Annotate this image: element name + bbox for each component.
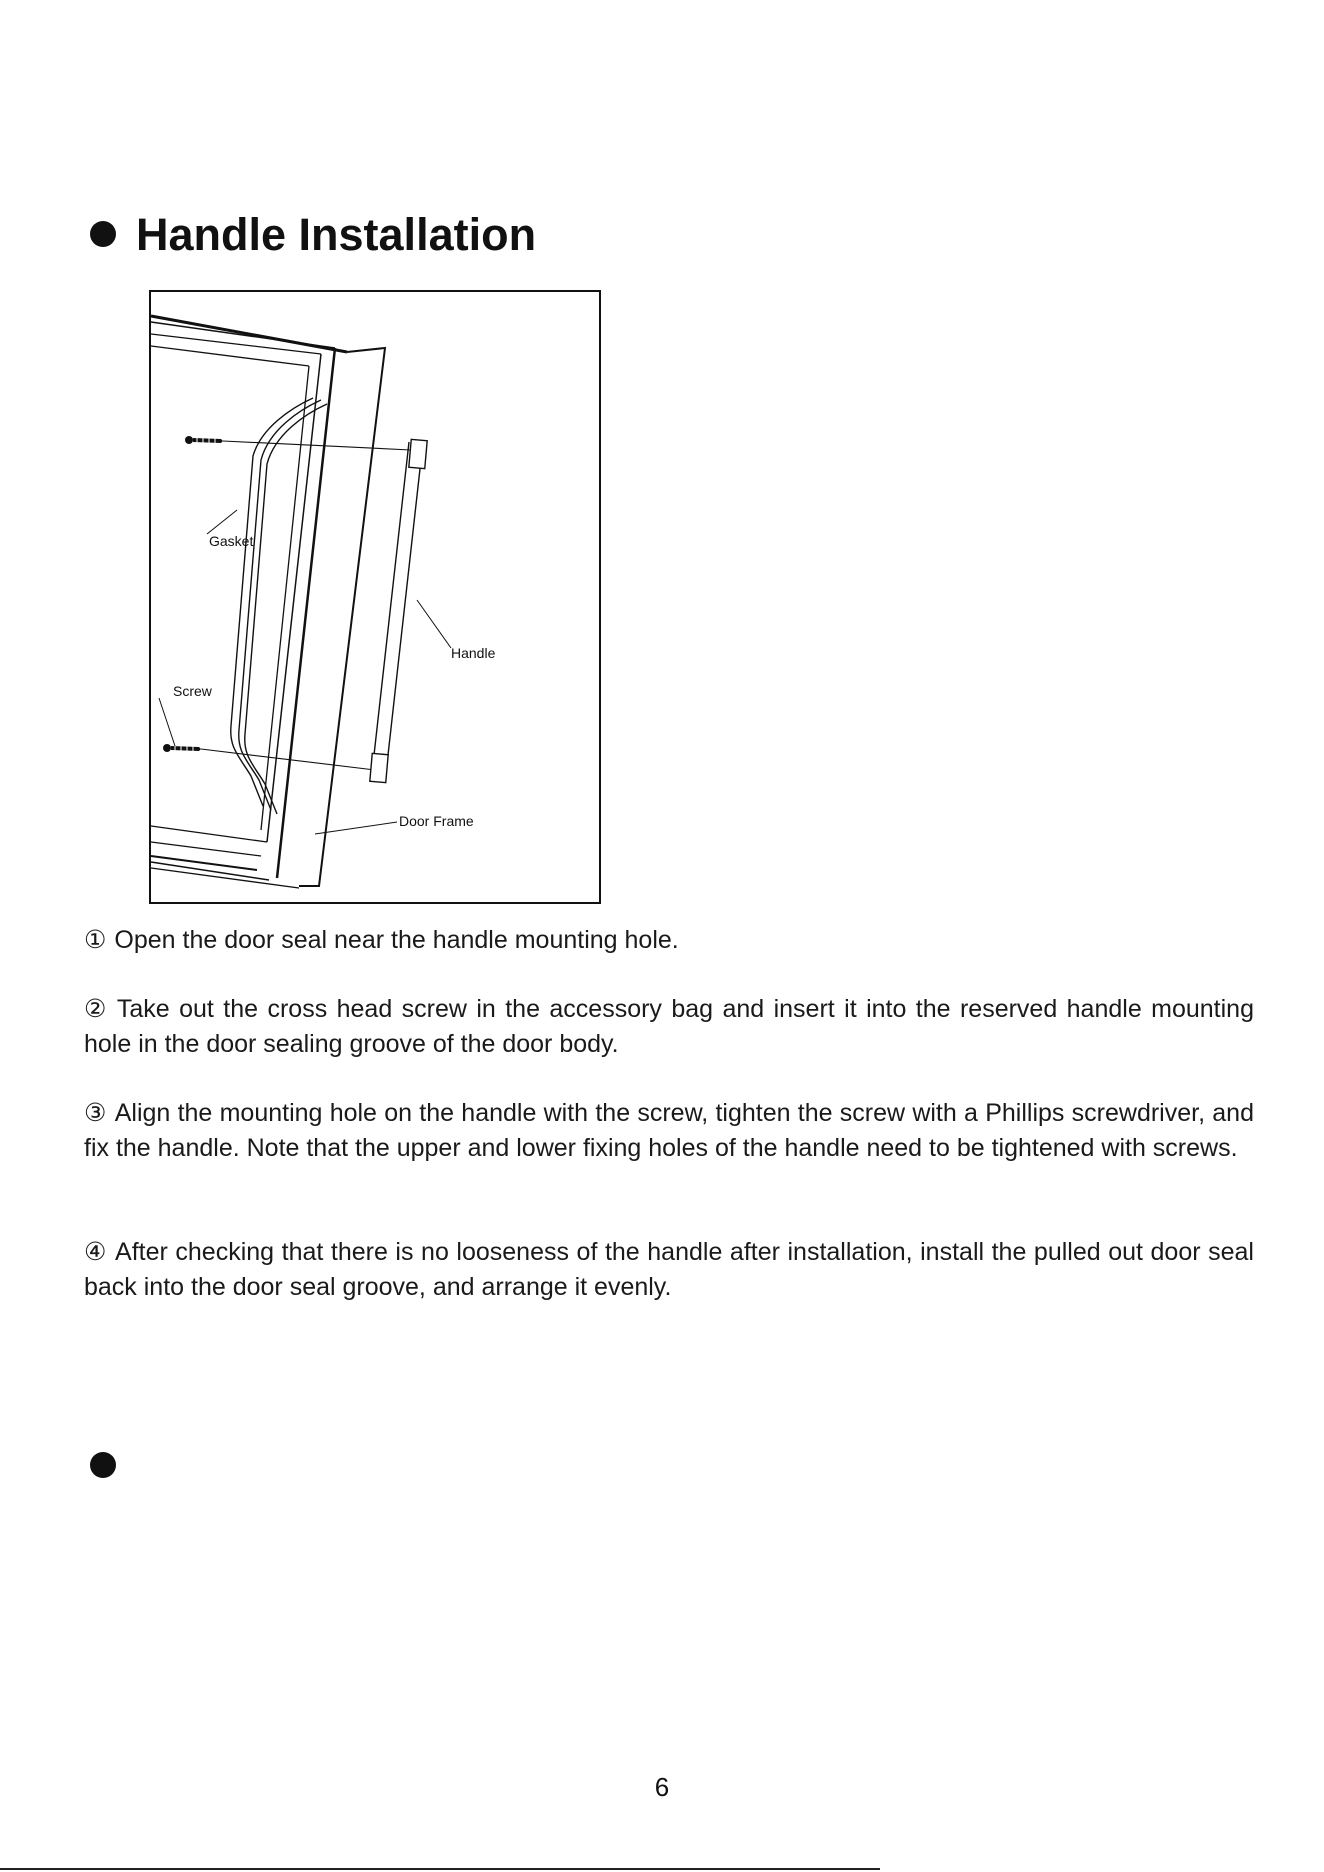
page-number: 6 <box>654 1772 670 1802</box>
step-2-number: ② <box>84 995 109 1023</box>
step-2-text: Take out the cross head screw in the accessory bag and insert it into the reserved handle mounting hole in the door sealing groove of the door body. <box>84 995 1254 1058</box>
step-4-text: After checking that there is no looseness of the handle after installation, install the pulled out door seal back into the door seal groove, and arrange it evenly. <box>84 1238 1254 1301</box>
screw-label: Screw <box>173 683 212 699</box>
step-3 <box>84 1096 1254 1166</box>
next-section-bullet-icon <box>90 1452 116 1478</box>
step-1-text: Open the door seal near the handle mounting hole. <box>114 926 679 954</box>
handle-installation-diagram <box>149 290 601 904</box>
door-frame-label: Door Frame <box>399 813 474 829</box>
diagram-border <box>150 291 600 903</box>
step-4 <box>84 1235 1254 1305</box>
step-2 <box>84 992 1254 1062</box>
section-title: Handle Installation <box>136 209 537 260</box>
step-4-number: ④ <box>84 1238 108 1266</box>
step-3-number: ③ <box>84 1099 107 1127</box>
handle-label: Handle <box>451 645 496 661</box>
gasket-label: Gasket <box>209 533 254 549</box>
step-1 <box>84 923 1254 958</box>
step-1-number: ① <box>84 926 107 954</box>
step-3-text: Align the mounting hole on the handle with the screw, tighten the screw with a Phillips screwdriver, and fix the handle. Note that the upper and lower fixing holes of the handle need to be tightened with screws. <box>84 1099 1254 1162</box>
bottom-rule <box>0 1868 880 1870</box>
section-bullet-icon <box>90 221 116 247</box>
